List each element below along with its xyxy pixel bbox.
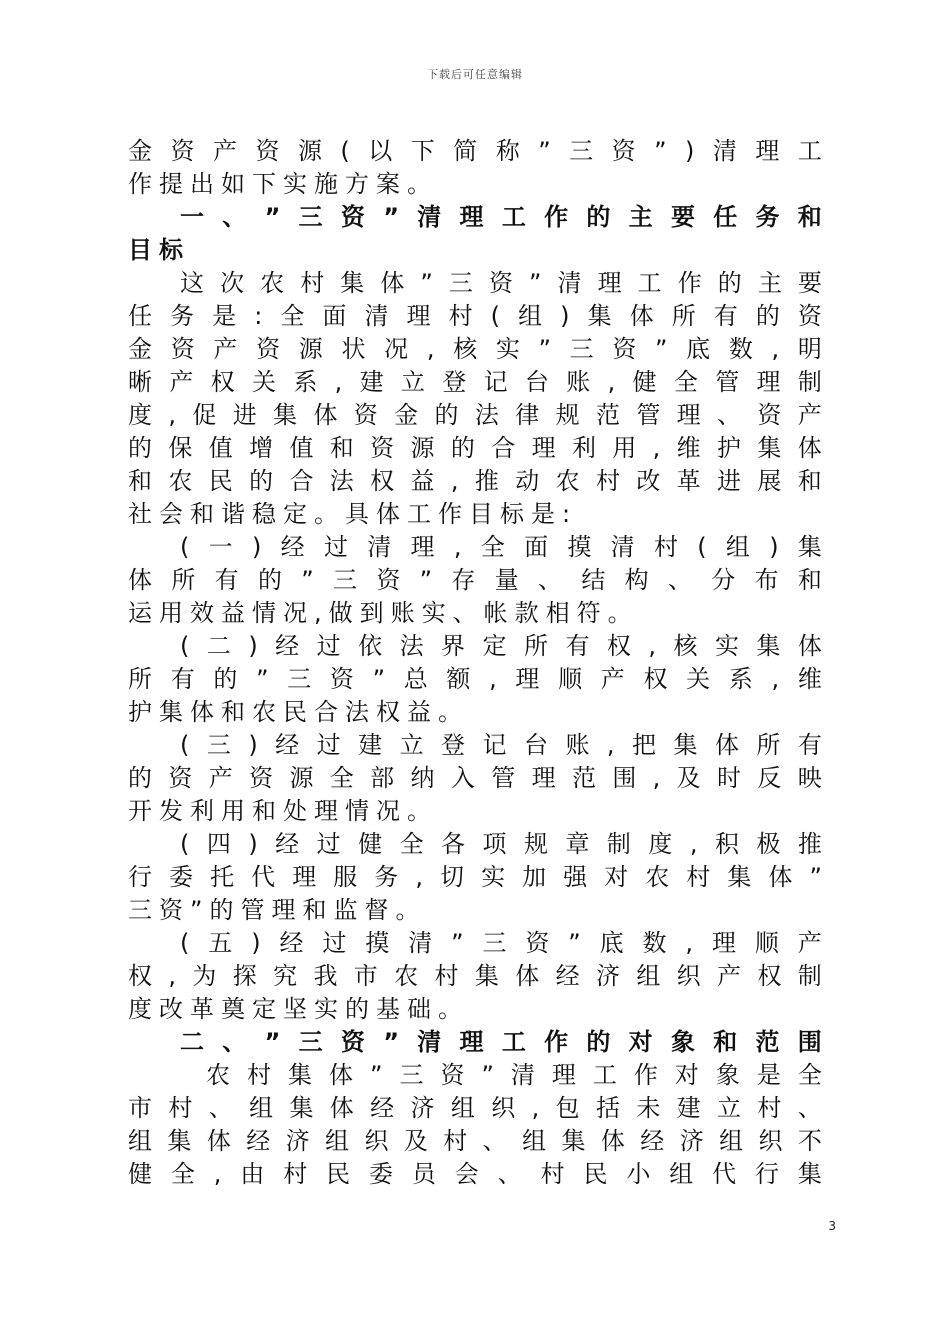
- text-line: 农 村 集 体 ” 三 资 ” 清 理 工 作 对 象 是 全: [206, 1061, 822, 1089]
- page-header: 下载后可任意编辑: [427, 68, 523, 81]
- text-line: 度 改 革 奠 定 坚 实 的 基 础 。: [128, 995, 462, 1023]
- text-line: 的 保 值 增 值 和 资 源 的 合 理 利 用 , 维 护 集 体: [128, 434, 822, 462]
- text-line: ( 一 ) 经 过 清 理 , 全 面 摸 清 村 ( 组 ) 集: [180, 533, 822, 561]
- text-line: 运 用 效 益 情 况 , 做 到 账 实 、 帐 款 相 符 。: [128, 599, 632, 627]
- text-line: 社 会 和 谐 稳 定 。 具 体 工 作 目 标 是 :: [128, 500, 571, 528]
- text-line: 任 务 是 : 全 面 清 理 村 ( 组 ) 集 体 所 有 的 资: [128, 302, 822, 330]
- text-line: 的 资 产 资 源 全 部 纳 入 管 理 范 围 , 及 时 反 映: [128, 764, 822, 792]
- text-line: 健 全 , 由 村 民 委 员 会 、 村 民 小 组 代 行 集: [128, 1160, 822, 1188]
- text-line: ( 二 ) 经 过 依 法 界 定 所 有 权 , 核 实 集 体: [180, 632, 822, 660]
- text-line: ( 五 ) 经 过 摸 清 ” 三 资 ” 底 数 , 理 顺 产: [180, 929, 822, 957]
- text-line: 这 次 农 村 集 体 ” 三 资 ” 清 理 工 作 的 主 要: [180, 269, 822, 297]
- document-body: [128, 135, 822, 1191]
- text-line: 所 有 的 ” 三 资 ” 总 额 , 理 顺 产 权 关 系 , 维: [128, 665, 822, 693]
- text-line: 金 资 产 资 源 状 况 , 核 实 ” 三 资 ” 底 数 , 明: [128, 335, 822, 363]
- text-line: 护 集 体 和 农 民 合 法 权 益 。: [128, 698, 462, 726]
- text-line: 市 村 、 组 集 体 经 济 组 织 , 包 括 未 建 立 村 、: [128, 1094, 822, 1122]
- page-number: 3: [828, 1219, 836, 1233]
- text-line: 组 集 体 经 济 组 织 及 村 、 组 集 体 经 济 组 织 不: [128, 1127, 822, 1155]
- text-line: 晰 产 权 关 系 , 建 立 登 记 台 账 , 健 全 管 理 制: [128, 368, 822, 396]
- text-line: 二 、 ” 三 资 ” 清 理 工 作 的 对 象 和 范 围: [180, 1028, 822, 1056]
- text-line: ( 四 ) 经 过 健 全 各 项 规 章 制 度 , 积 极 推: [180, 830, 822, 858]
- text-line: 一 、 ” 三 资 ” 清 理 工 作 的 主 要 任 务 和: [180, 203, 822, 231]
- text-line: 权 , 为 探 究 我 市 农 村 集 体 经 济 组 织 产 权 制: [128, 962, 822, 990]
- text-line: 作 提 出 如 下 实 施 方 案 。: [128, 170, 431, 198]
- text-line: 目 标: [128, 236, 183, 264]
- text-line: 三 资 ” 的 管 理 和 监 督 。: [128, 896, 420, 924]
- text-line: 金 资 产 资 源 ( 以 下 简 称 ” 三 资 ” ) 清 理 工: [128, 137, 822, 165]
- text-line: 体 所 有 的 ” 三 资 ” 存 量 、 结 构 、 分 布 和: [128, 566, 822, 594]
- text-line: 度 , 促 进 集 体 资 金 的 法 律 规 范 管 理 、 资 产: [128, 401, 822, 429]
- text-line: 开 发 利 用 和 处 理 情 况 。: [128, 797, 431, 825]
- text-line: ( 三 ) 经 过 建 立 登 记 台 账 , 把 集 体 所 有: [180, 731, 822, 759]
- text-line: 和 农 民 的 合 法 权 益 , 推 动 农 村 改 革 进 展 和: [128, 467, 822, 495]
- text-line: 行 委 托 代 理 服 务 , 切 实 加 强 对 农 村 集 体 ”: [128, 863, 822, 891]
